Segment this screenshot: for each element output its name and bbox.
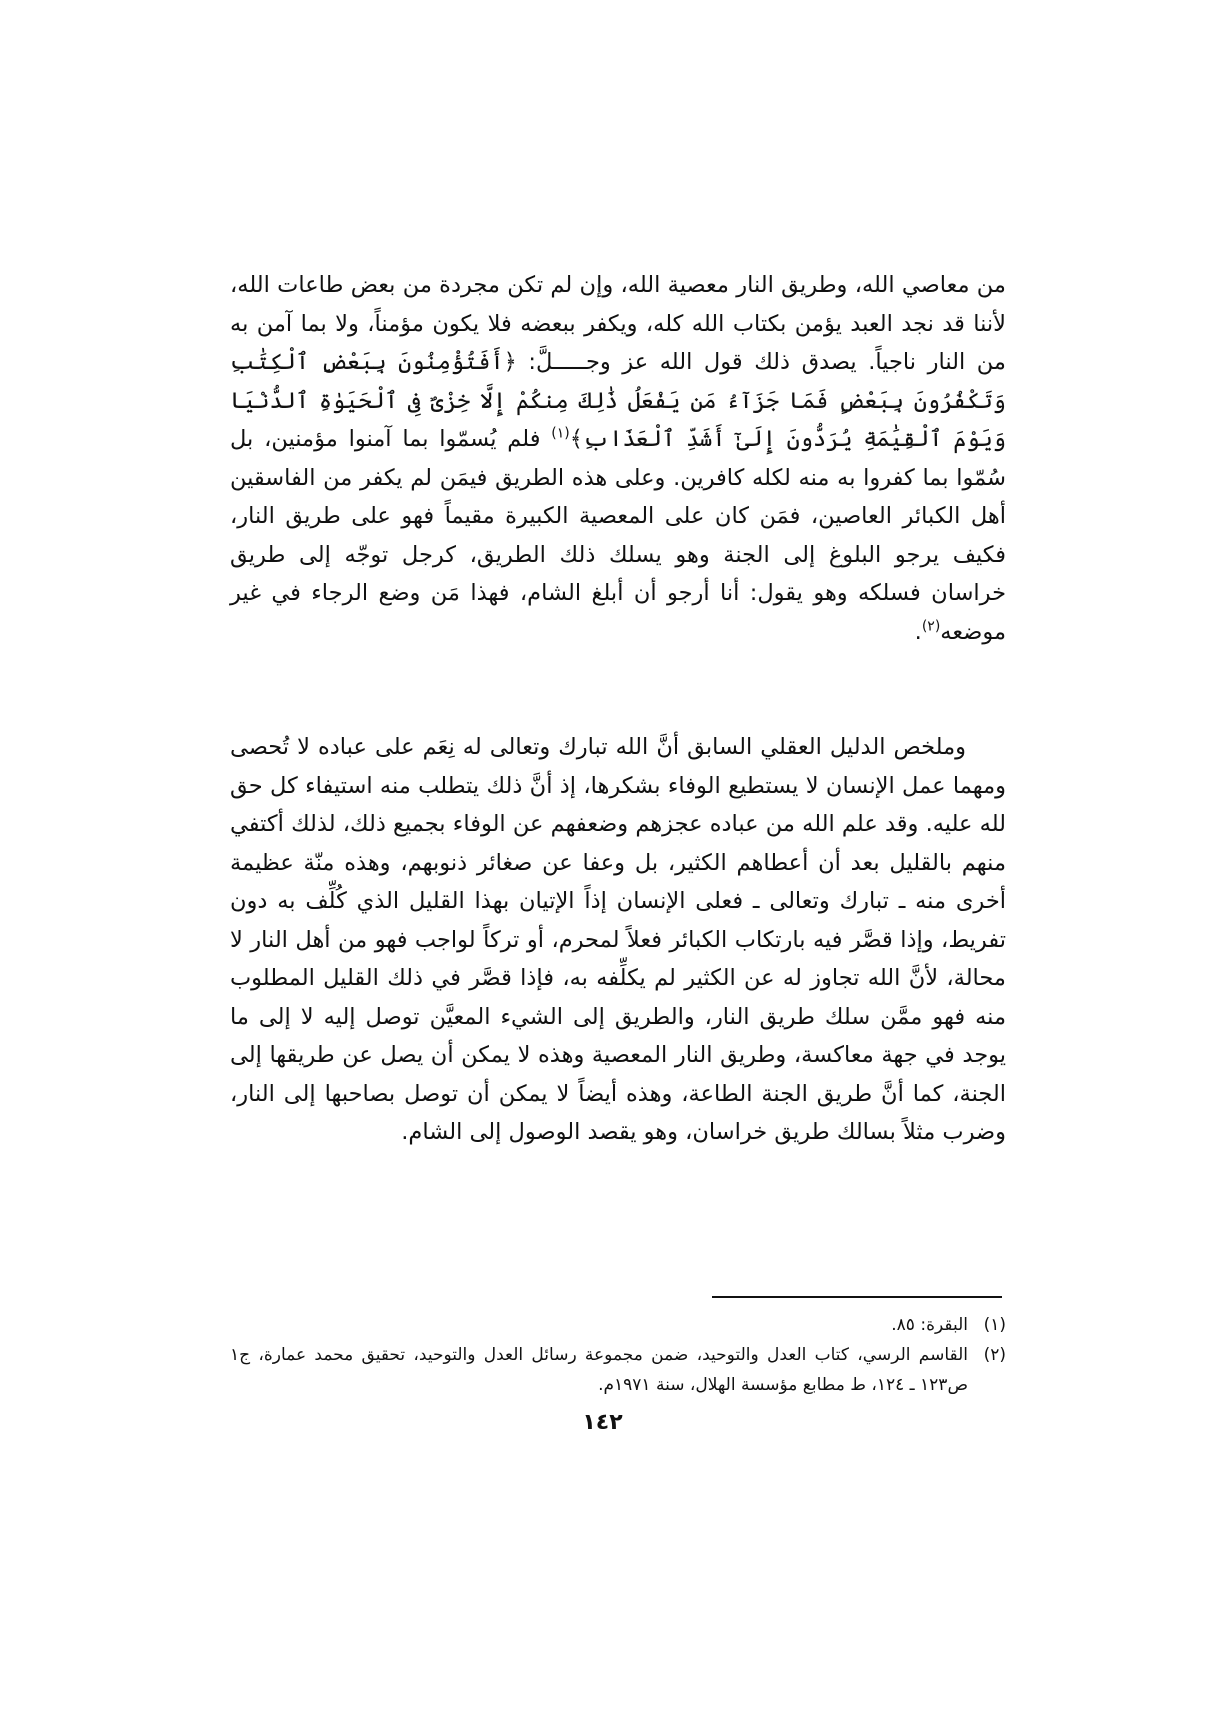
footnote-2 xyxy=(230,1340,1006,1400)
footnote-text: القاسم الرسي، كتاب العدل والتوحيد، ضمن مجموعة رسائل العدل والتوحيد، تحقيق محمد عمارة، ج١ ص١٢٣ ـ ١٢٤، ط مطابع مؤسسة الهلال، سنة ١٩٧١م. xyxy=(230,1345,968,1395)
paragraph-1-text xyxy=(230,266,1006,651)
paragraph-2-text: وملخص الدليل العقلي السابق أنَّ الله تبارك وتعالى له نِعَم على عباده لا تُحصى ومهما عمل الإنسان لا يستطيع الوفاء بشكرها، إذ أنَّ ذلك يتطلب منه استيفاء كل حق لله عليه. وقد علم الله من عباده عجزهم وضعفهم عن الوفاء بجميع ذلك، لذلك أكتفي منهم بالقليل بعد أن أعطاهم الكثير، بل وعفا عن صغائر ذنوبهم، وهذه منّة عظيمة أخرى منه ـ تبارك وتعالى ـ فعلى الإنسان إذاً الإتيان بهذا القليل الذي كُلِّف به دون تفريط، وإذا قصَّر فيه بارتكاب الكبائر فعلاً لمحرم، أو تركاً لواجب فهو من أهل النار لا محالة، لأنَّ الله تجاوز له عن الكثير لم يكلِّفه به، فإذا قصَّر في ذلك القليل المطلوب منه فهو ممَّن سلك طريق النار، والطريق إلى الشيء المعيَّن توصل إليه لا إلى ما يوجد في جهة معاكسة، وطريق النار المعصية وهذه لا يمكن أن يصل عن طريقها إلى الجنة، كما أنَّ طريق الجنة الطاعة، وهذه أيضاً لا يمكن أن توصل بصاحبها إلى النار، وضرب مثلاً بسالك طريق خراسان، وهو يقصد الوصول إلى الشام. xyxy=(230,734,1006,1145)
footnote-ref-2[interactable]: (٢) xyxy=(921,618,941,634)
body-paragraph-1 xyxy=(230,266,1006,651)
footnotes xyxy=(230,1310,1006,1400)
footnote-ref-1[interactable]: (١) xyxy=(551,425,570,442)
footnote-separator xyxy=(712,1296,1002,1298)
paragraph-1-end: . xyxy=(914,618,922,645)
footnote-text: البقرة: ٨٥. xyxy=(891,1315,968,1335)
paragraph-1-before-verse: من معاصي الله، وطريق النار معصية الله، وإن لم تكن مجردة من بعض طاعات الله، لأننا قد نجد العبد يؤمن بكتاب الله كله، ويكفر ببعضه فلا يكون مؤمناً، ولا بما آمن به من النار ناجياً. يصدق ذلك قول الله عز وجـــــلَّ: xyxy=(230,272,1006,375)
footnote-number: (١) xyxy=(983,1315,1006,1335)
footnote-1 xyxy=(230,1310,1006,1340)
quran-verse: ﴿أَفَتُؤْمِنُونَ بِبَعْضِ ٱلْكِتَٰبِ وَتَكْفُرُونَ بِبَعْضٍ فَمَا جَزَآءُ مَن يَفْعَلُ ذَٰلِكَ مِنكُمْ إِلَّا خِزْىٌ فِى ٱلْحَيَوٰةِ ٱلدُّنْيَا وَيَوْمَ ٱلْقِيَٰمَةِ يُرَدُّونَ إِلَىٰٓ أَشَدِّ ٱلْعَذَابِ﴾ xyxy=(230,349,1006,452)
paragraph-1-after-verse: فلم يُسمّوا بما آمنوا مؤمنين، بل سُمّوا بما كفروا به منه لكله كافرين. وعلى هذه الطريق فيمَن لم يكفر من الفاسقين أهل الكبائر العاصين، فمَن كان على المعصية الكبيرة مقيماً فهو على طريق النار، فكيف يرجو البلوغ إلى الجنة وهو يسلك ذلك الطريق، كرجل توجّه إلى طريق خراسان فسلكه وهو يقول: أنا أرجو أن أبلغ الشام، فهذا مَن وضع الرجاء في غير موضعه xyxy=(230,426,1006,645)
body-paragraph-2 xyxy=(230,728,1006,1152)
page-number: ١٤٢ xyxy=(582,1410,623,1435)
footnote-number: (٢) xyxy=(983,1345,1006,1365)
